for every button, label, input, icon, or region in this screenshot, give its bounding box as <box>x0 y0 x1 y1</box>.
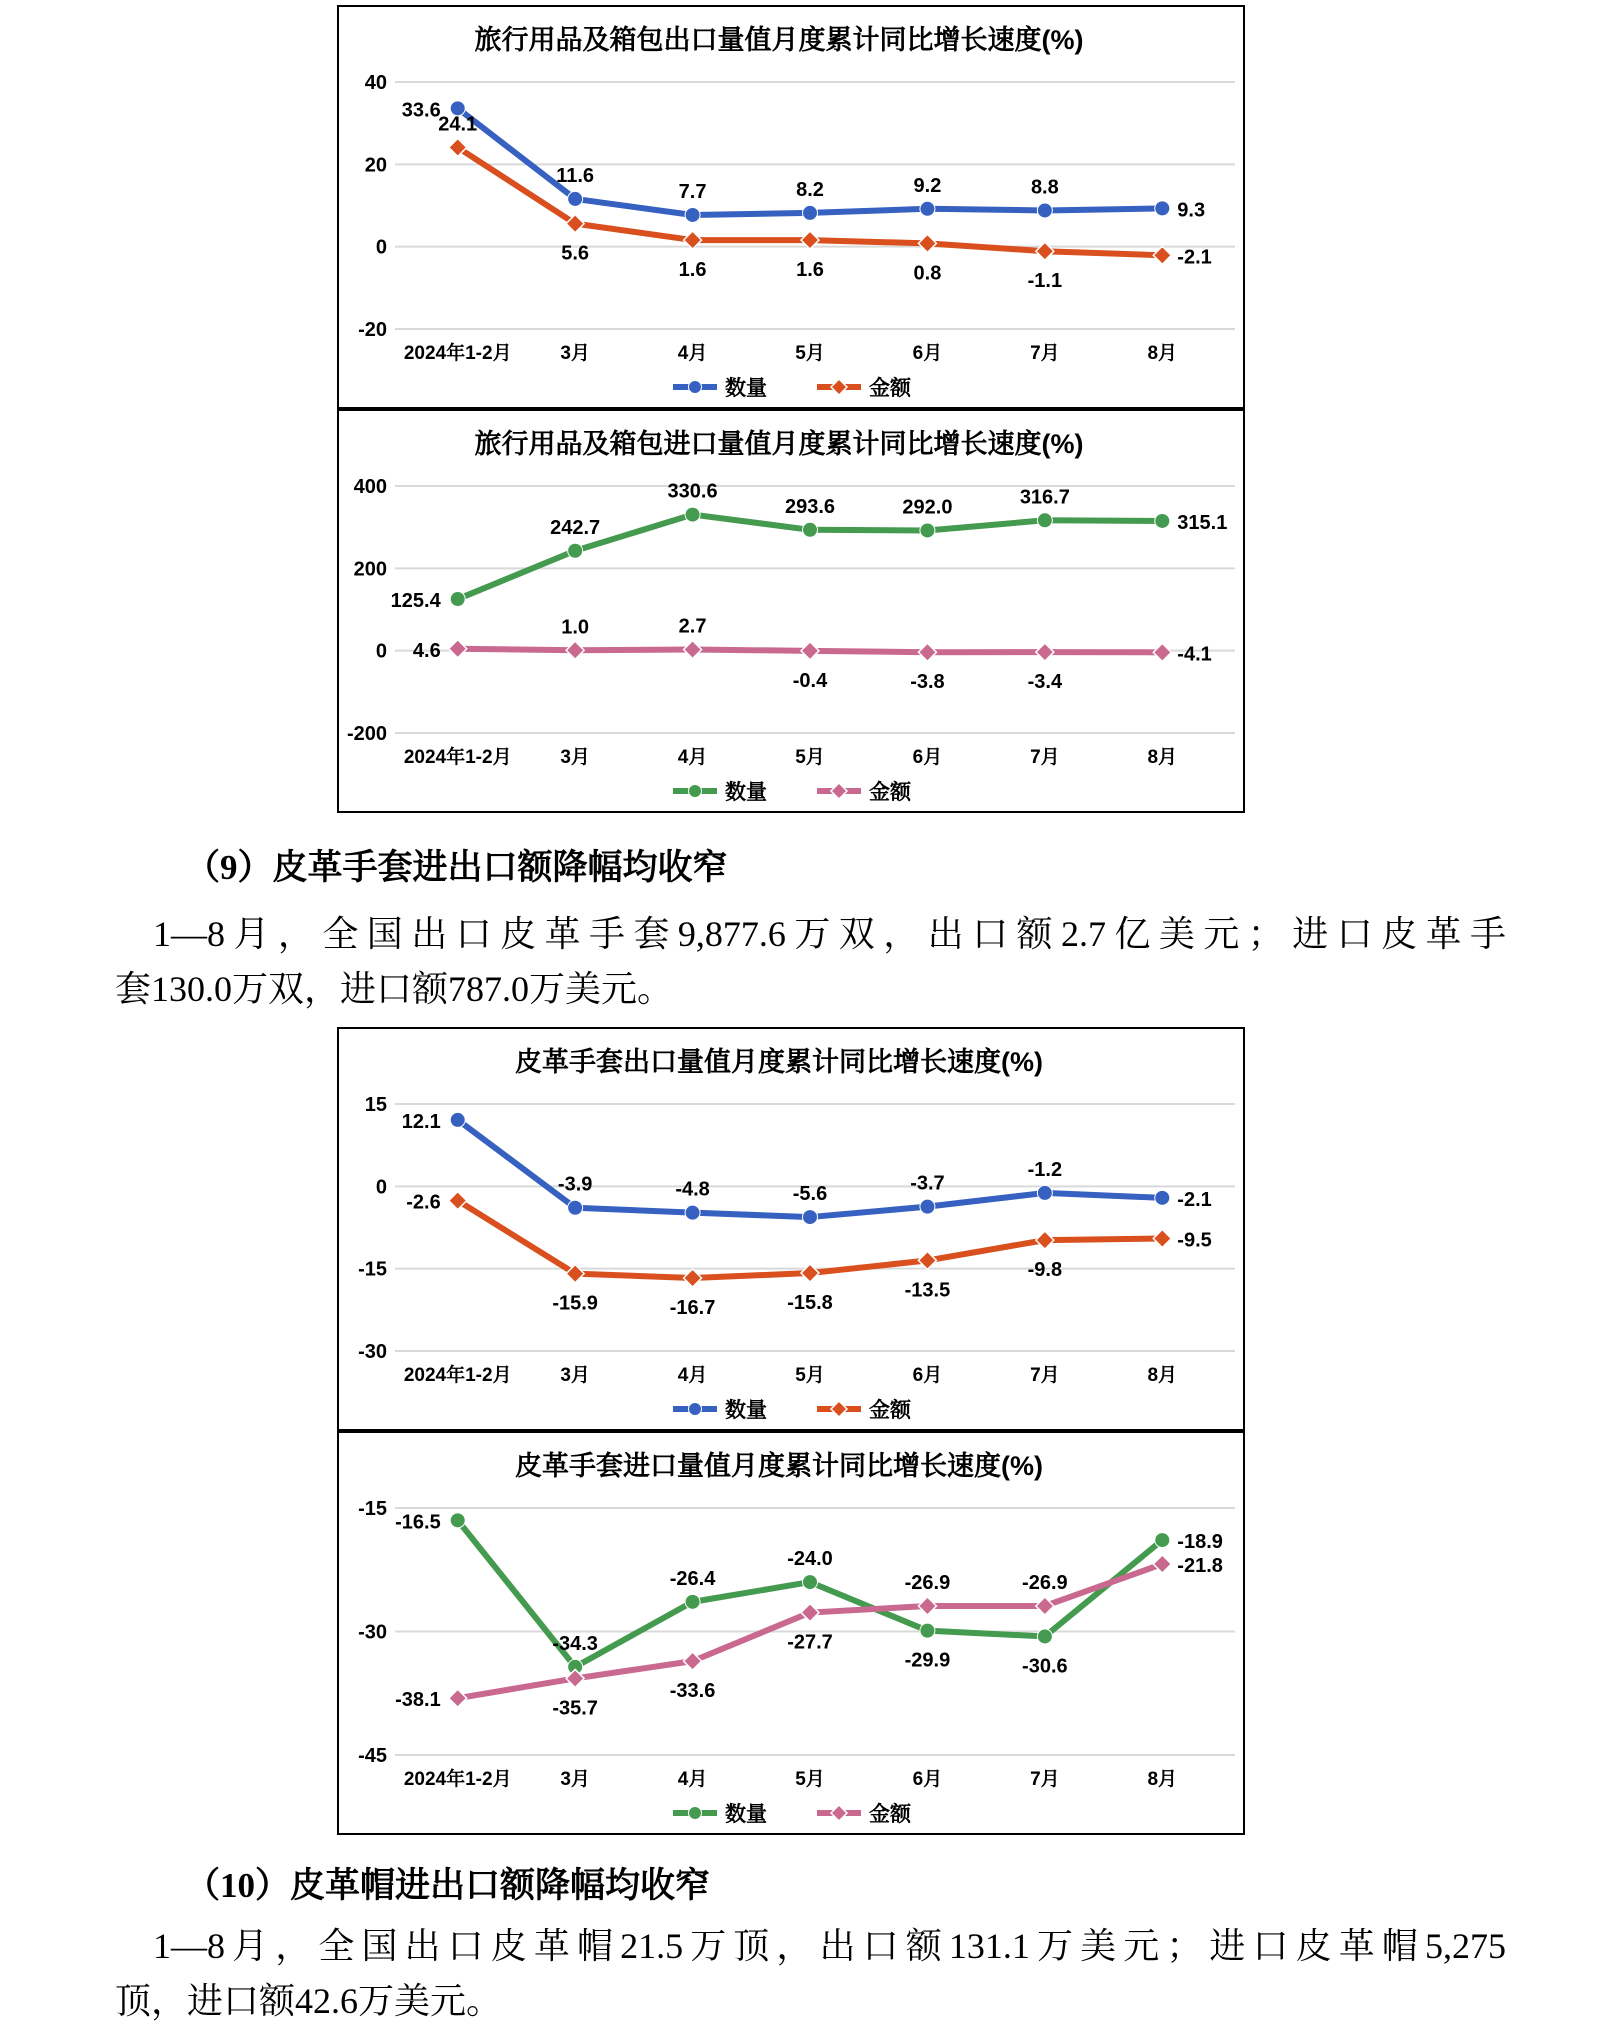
chart-title: 皮革手套出口量值月度累计同比增长速度(%) <box>515 1047 1043 1077</box>
data-label: 4.6 <box>412 639 441 662</box>
paragraph-line: 套130.0万双，进口额787.0万美元。 <box>115 969 674 1009</box>
circle-marker <box>450 1513 465 1528</box>
circle-marker <box>685 507 700 522</box>
y-axis-tick-label: 0 <box>375 1176 387 1199</box>
data-label: 330.6 <box>667 480 718 503</box>
circle-marker <box>1155 1190 1170 1205</box>
x-axis-tick-label: 7月 <box>1030 343 1060 364</box>
data-label: 33.6 <box>401 99 441 122</box>
y-axis-tick-label: -45 <box>358 1745 387 1767</box>
circle-marker <box>803 1575 818 1590</box>
legend-label: 金额 <box>869 1399 911 1422</box>
data-label: 24.1 <box>438 113 478 136</box>
data-label: 316.7 <box>1019 486 1070 509</box>
x-axis-tick-label: 5月 <box>795 747 825 768</box>
legend-label: 数量 <box>725 377 767 400</box>
circle-marker <box>920 201 935 216</box>
x-axis-tick-label: 6月 <box>912 747 943 768</box>
legend-label: 金额 <box>869 377 911 400</box>
data-label: -15.8 <box>787 1292 833 1315</box>
diamond-marker <box>449 640 467 658</box>
data-label: -35.7 <box>552 1697 598 1720</box>
data-label: 1.0 <box>561 616 590 639</box>
x-axis-tick-label: 7月 <box>1030 1769 1060 1790</box>
x-axis-tick-label: 6月 <box>912 1365 943 1386</box>
circle-marker <box>920 523 935 538</box>
y-axis-tick-label: -200 <box>346 723 387 745</box>
diamond-marker <box>1036 1597 1054 1615</box>
y-axis-tick-label: 0 <box>375 640 387 663</box>
circle-marker <box>568 543 583 558</box>
legend-label: 数量 <box>725 1803 767 1826</box>
x-axis-tick-label: 2024年1-2月 <box>403 1365 512 1386</box>
chart-travel-goods-import <box>337 409 1245 813</box>
circle-marker <box>1155 201 1170 216</box>
circle-marker <box>685 207 700 222</box>
circle-marker <box>568 1200 583 1215</box>
data-label: 2.7 <box>678 615 707 638</box>
diamond-marker <box>566 641 584 659</box>
y-axis-tick-label: 40 <box>364 72 387 94</box>
legend-label: 金额 <box>869 781 911 804</box>
circle-marker <box>1037 1629 1052 1644</box>
diamond-marker <box>801 1264 819 1282</box>
legend-label: 金额 <box>869 1803 911 1826</box>
data-label: -9.8 <box>1027 1259 1063 1282</box>
y-axis-tick-label: 20 <box>364 154 387 177</box>
chart-leather-gloves-import <box>337 1431 1245 1835</box>
data-label: 12.1 <box>401 1110 441 1133</box>
circle-marker <box>803 1210 818 1225</box>
data-label: 11.6 <box>556 164 595 187</box>
data-label: 0.8 <box>913 262 942 285</box>
data-label: -33.6 <box>669 1680 716 1703</box>
x-axis-tick-label: 4月 <box>677 1365 708 1386</box>
x-axis-tick-label: 2024年1-2月 <box>403 343 512 364</box>
data-label: 315.1 <box>1177 511 1228 534</box>
y-axis-tick-label: 200 <box>353 558 387 581</box>
data-label: -9.5 <box>1177 1229 1212 1252</box>
data-label: 5.6 <box>561 242 590 265</box>
legend-diamond-marker <box>831 1401 847 1417</box>
data-label: -1.2 <box>1027 1158 1063 1181</box>
x-axis-tick-label: 7月 <box>1030 1365 1060 1386</box>
x-axis-tick-label: 6月 <box>912 343 943 364</box>
diamond-marker <box>1036 242 1054 260</box>
chart-title: 旅行用品及箱包出口量值月度累计同比增长速度(%) <box>474 25 1084 55</box>
data-label: -29.9 <box>904 1649 951 1672</box>
circle-marker <box>803 522 818 537</box>
data-label: 242.7 <box>550 516 601 539</box>
data-label: -34.3 <box>552 1632 598 1655</box>
legend-circle-marker <box>689 785 702 798</box>
data-label: 1.6 <box>796 259 824 282</box>
legend-diamond-marker <box>831 1805 847 1821</box>
circle-marker <box>1155 1533 1170 1548</box>
data-label: 8.2 <box>796 178 824 201</box>
data-label: -16.5 <box>395 1511 441 1534</box>
diamond-marker <box>801 1604 819 1622</box>
y-axis-tick-label: 15 <box>364 1094 387 1116</box>
data-label: -21.8 <box>1177 1554 1223 1577</box>
circle-marker <box>803 205 818 220</box>
diamond-marker <box>684 641 702 659</box>
x-axis-tick-label: 4月 <box>677 343 708 364</box>
data-label: -38.1 <box>395 1689 441 1712</box>
data-label: -27.7 <box>787 1631 833 1654</box>
legend-label: 数量 <box>725 781 767 804</box>
x-axis-tick-label: 5月 <box>795 1365 825 1386</box>
data-label: 7.7 <box>678 180 707 203</box>
x-axis-tick-label: 8月 <box>1147 747 1178 768</box>
body-text-column <box>115 1861 1506 2028</box>
paragraph-line: 1—8月，全国出口皮革帽21.5万顶，出口额131.1万美元；进口皮革帽5,275 <box>153 1926 1506 1966</box>
diamond-marker <box>918 643 936 661</box>
data-label: 1.6 <box>678 259 707 282</box>
circle-marker <box>1037 203 1052 218</box>
data-label: -3.7 <box>910 1172 945 1195</box>
circle-marker <box>685 1205 700 1220</box>
y-axis-tick-label: -20 <box>358 319 387 341</box>
data-label: -2.1 <box>1177 1188 1212 1211</box>
y-axis-tick-label: -15 <box>358 1498 387 1520</box>
data-label: -26.4 <box>669 1567 716 1590</box>
x-axis-tick-label: 3月 <box>560 747 590 768</box>
y-axis-tick-label: -30 <box>358 1621 387 1644</box>
diamond-marker <box>449 1689 467 1707</box>
circle-marker <box>450 1112 465 1127</box>
diamond-marker <box>684 1652 702 1670</box>
data-label: -24.0 <box>787 1548 833 1571</box>
x-axis-tick-label: 7月 <box>1030 747 1060 768</box>
x-axis-tick-label: 8月 <box>1147 1365 1178 1386</box>
data-label: -0.4 <box>792 669 828 692</box>
x-axis-tick-label: 2024年1-2月 <box>403 747 512 768</box>
chart-title: 旅行用品及箱包进口量值月度累计同比增长速度(%) <box>474 429 1084 459</box>
paragraph-line: 顶，进口额42.6万美元。 <box>115 1981 503 2021</box>
diamond-marker <box>684 1269 702 1287</box>
x-axis-tick-label: 8月 <box>1147 343 1178 364</box>
body-text-column <box>115 843 1506 1017</box>
diamond-marker <box>918 1251 936 1269</box>
x-axis-tick-label: 3月 <box>560 1769 590 1790</box>
legend-label: 数量 <box>725 1399 767 1422</box>
data-label: -4.1 <box>1177 643 1212 666</box>
data-label: 9.2 <box>913 174 942 197</box>
data-label: 292.0 <box>902 496 953 519</box>
diamond-marker <box>918 1597 936 1615</box>
y-axis-tick-label: 400 <box>353 476 387 498</box>
legend-diamond-marker <box>831 783 847 799</box>
y-axis-tick-label: -30 <box>358 1341 387 1363</box>
data-label: -30.6 <box>1022 1655 1068 1678</box>
diamond-marker <box>1036 643 1054 661</box>
legend-circle-marker <box>689 1403 702 1416</box>
circle-marker <box>1037 513 1052 528</box>
circle-marker <box>920 1199 935 1214</box>
x-axis-tick-label: 6月 <box>912 1769 943 1790</box>
data-label: -3.9 <box>557 1173 593 1196</box>
data-label: -15.9 <box>552 1292 598 1315</box>
chart-title: 皮革手套进口量值月度累计同比增长速度(%) <box>515 1451 1043 1481</box>
leather-gloves-import-line-chart <box>339 1433 1243 1833</box>
section-9-paragraph <box>115 907 1506 1017</box>
circle-marker <box>450 592 465 607</box>
diamond-marker <box>1153 1229 1171 1247</box>
data-label: 8.8 <box>1030 176 1059 199</box>
data-label: 293.6 <box>784 495 836 518</box>
circle-marker <box>568 191 583 206</box>
y-axis-tick-label: -15 <box>358 1258 387 1281</box>
circle-marker <box>1155 513 1170 528</box>
y-axis-tick-label: 0 <box>375 236 387 259</box>
leather-gloves-export-line-chart <box>339 1029 1243 1429</box>
diamond-marker <box>1036 1231 1054 1249</box>
data-label: -18.9 <box>1177 1531 1223 1554</box>
data-label: -2.1 <box>1177 246 1212 269</box>
diamond-marker <box>566 1669 584 1687</box>
x-axis-tick-label: 2024年1-2月 <box>403 1769 512 1790</box>
diamond-marker <box>1153 246 1171 264</box>
circle-marker <box>1037 1185 1052 1200</box>
x-axis-tick-label: 5月 <box>795 343 825 364</box>
data-label: 125.4 <box>390 590 441 613</box>
data-label: -26.9 <box>904 1571 951 1594</box>
x-axis-tick-label: 4月 <box>677 747 708 768</box>
data-label: 9.3 <box>1177 199 1206 222</box>
data-label: -4.8 <box>675 1178 710 1201</box>
x-axis-tick-label: 5月 <box>795 1769 825 1790</box>
x-axis-tick-label: 8月 <box>1147 1769 1178 1790</box>
diamond-marker <box>1153 643 1171 661</box>
travel-goods-import-line-chart <box>339 411 1243 811</box>
diamond-marker <box>1153 1555 1171 1573</box>
data-label: -2.6 <box>406 1191 441 1214</box>
chart-leather-gloves-export <box>337 1027 1245 1431</box>
paragraph-line: 1—8月，全国出口皮革手套9,877.6万双，出口额2.7亿美元；进口皮革手 <box>153 914 1506 954</box>
x-axis-tick-label: 4月 <box>677 1769 708 1790</box>
section-10-paragraph <box>115 1919 1506 2028</box>
circle-marker <box>920 1623 935 1638</box>
section-10-heading: （10）皮革帽进出口额降幅均收窄 <box>185 1866 711 1905</box>
chart-travel-goods-export <box>337 5 1245 409</box>
data-label: -3.4 <box>1027 671 1063 694</box>
legend-circle-marker <box>689 381 702 394</box>
legend-circle-marker <box>689 1807 702 1820</box>
travel-goods-export-line-chart <box>339 7 1243 407</box>
data-label: -5.6 <box>792 1183 828 1206</box>
data-label: -26.9 <box>1022 1571 1068 1594</box>
data-label: -13.5 <box>904 1279 951 1302</box>
data-label: -16.7 <box>669 1296 716 1319</box>
data-label: -1.1 <box>1027 270 1063 293</box>
data-label: -3.8 <box>910 671 945 694</box>
x-axis-tick-label: 3月 <box>560 343 590 364</box>
x-axis-tick-label: 3月 <box>560 1365 590 1386</box>
circle-marker <box>685 1594 700 1609</box>
section-9-heading: （9）皮革手套进出口额降幅均收窄 <box>185 848 728 887</box>
diamond-marker <box>801 642 819 660</box>
legend-diamond-marker <box>831 379 847 395</box>
diamond-marker <box>918 234 936 252</box>
